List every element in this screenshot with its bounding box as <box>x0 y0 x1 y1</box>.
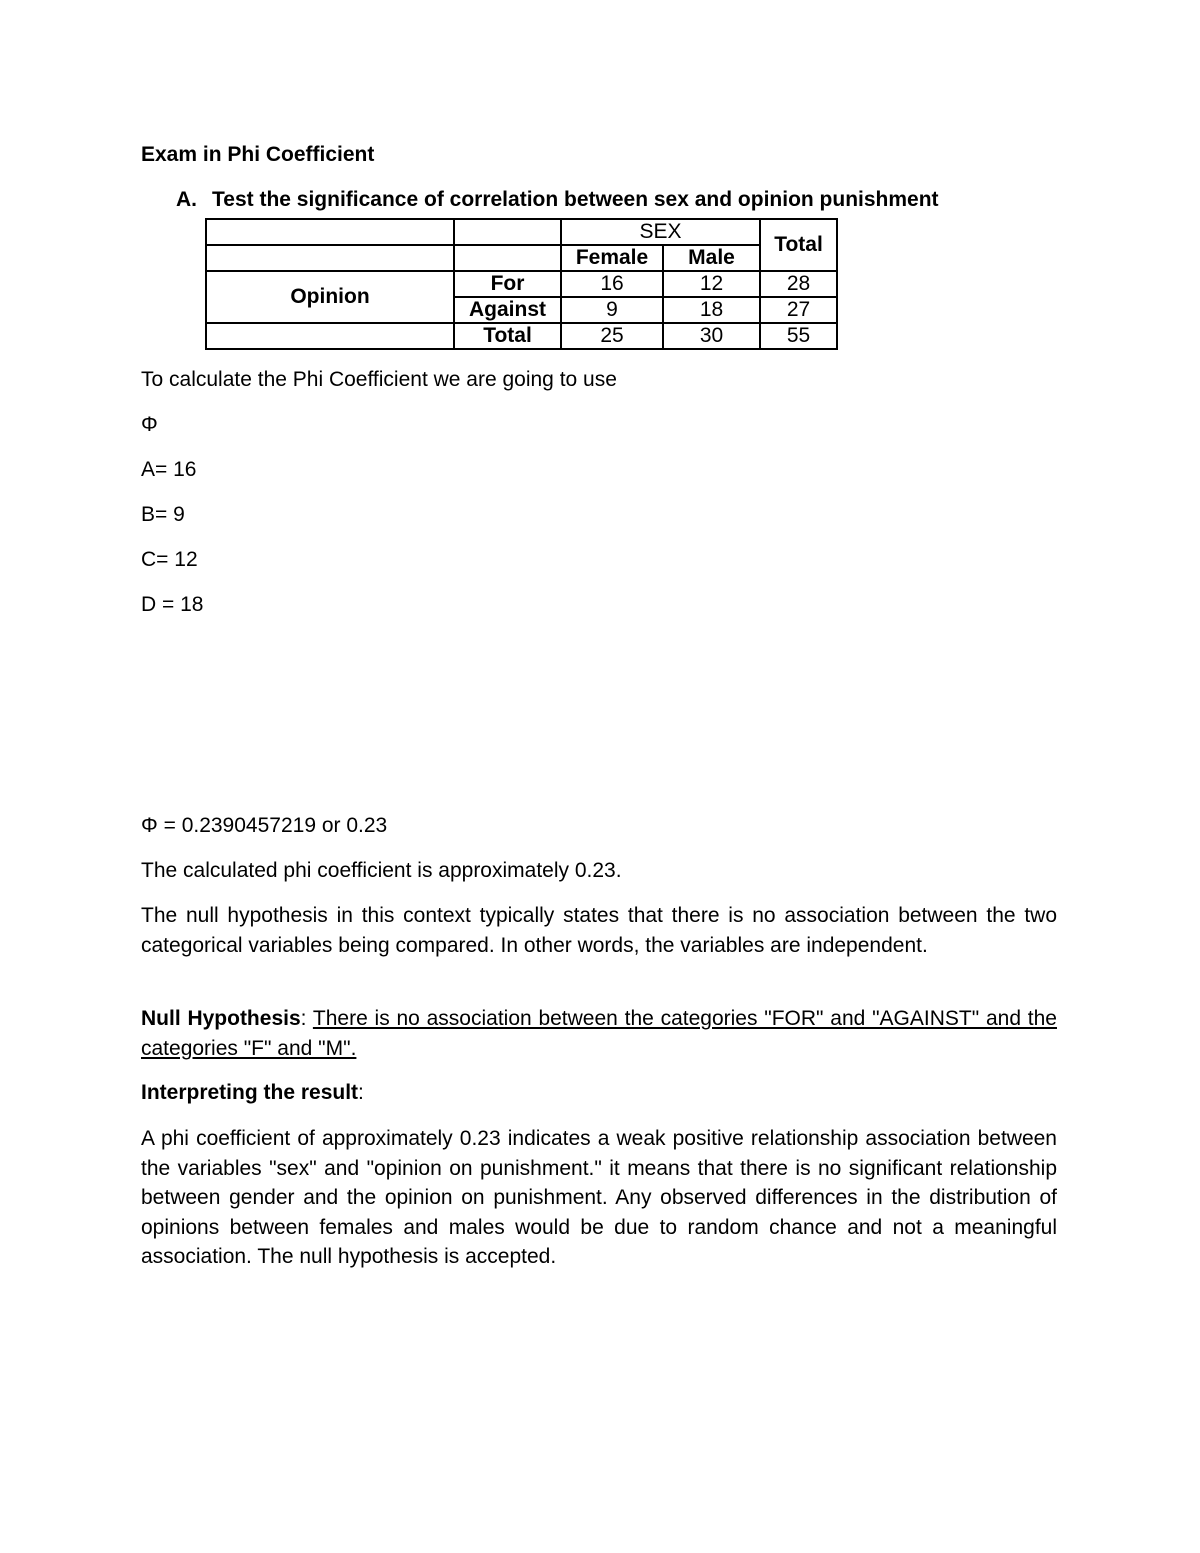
cell-female: 25 <box>561 323 663 349</box>
intro-line: To calculate the Phi Coefficient we are going to use <box>141 368 617 391</box>
null-hypothesis-colon: : <box>300 1007 307 1030</box>
null-hypothesis-text: There is no association between the categories "FOR" and "AGAINST" and the categories "F" and "M". <box>141 1007 1057 1060</box>
cell-female: 16 <box>561 271 663 297</box>
table-row <box>206 271 837 297</box>
opinion-label: Opinion <box>206 271 454 323</box>
sex-header: SEX <box>561 219 760 245</box>
section-a-letter: A. <box>176 188 197 211</box>
table-cell-empty <box>454 245 561 271</box>
table-row <box>206 323 837 349</box>
var-a: A= 16 <box>141 458 197 481</box>
interpreting-heading <box>141 1081 364 1105</box>
null-hypothesis-label: Null Hypothesis <box>141 1007 301 1030</box>
cell-male: 30 <box>663 323 760 349</box>
contingency-table <box>205 218 838 350</box>
section-a-heading <box>176 188 939 212</box>
cell-female: 9 <box>561 297 663 323</box>
table-cell-empty <box>206 219 454 245</box>
null-hypothesis-paragraph <box>141 1004 1057 1063</box>
var-c: C= 12 <box>141 548 198 571</box>
section-a-text: Test the significance of correlation between sex and opinion punishment <box>212 188 939 211</box>
null-explanation: The null hypothesis in this context typically states that there is no association between the two categorical variables being compared. In other words, the variables are independent. <box>141 904 1057 957</box>
cell-male: 12 <box>663 271 760 297</box>
result-line: Φ = 0.2390457219 or 0.23 <box>141 814 388 837</box>
interpreting-label: Interpreting the result <box>141 1081 359 1104</box>
cell-total: 27 <box>760 297 837 323</box>
table-header-row-1 <box>206 219 837 245</box>
table-cell-empty <box>206 245 454 271</box>
conclusion-paragraph: A phi coefficient of approximately 0.23 indicates a weak positive relationship association between the variables "sex" and "opinion on punishment." it means that there is no significant relationship between gender and the opinion on punishment. Any observed differences in the distribution of opinions between females and males would be due to random chance and not a meaningful association. The null hypothesis is accepted. <box>141 1127 1057 1268</box>
cell-total: 55 <box>760 323 837 349</box>
phi-symbol: Φ <box>141 413 158 436</box>
row-label: For <box>454 271 561 297</box>
document-title: Exam in Phi Coefficient <box>141 143 375 166</box>
row-label: Total <box>454 323 561 349</box>
row-label: Against <box>454 297 561 323</box>
table-cell-empty <box>454 219 561 245</box>
total-header: Total <box>760 219 837 271</box>
var-d: D = 18 <box>141 593 204 616</box>
female-header: Female <box>561 245 663 271</box>
table-cell-empty <box>206 323 454 349</box>
var-b: B= 9 <box>141 503 185 526</box>
table-header-row-2 <box>206 245 837 271</box>
interpreting-colon: : <box>358 1081 364 1104</box>
male-header: Male <box>663 245 760 271</box>
cell-male: 18 <box>663 297 760 323</box>
calc-sentence: The calculated phi coefficient is approximately 0.23. <box>141 859 622 882</box>
cell-total: 28 <box>760 271 837 297</box>
